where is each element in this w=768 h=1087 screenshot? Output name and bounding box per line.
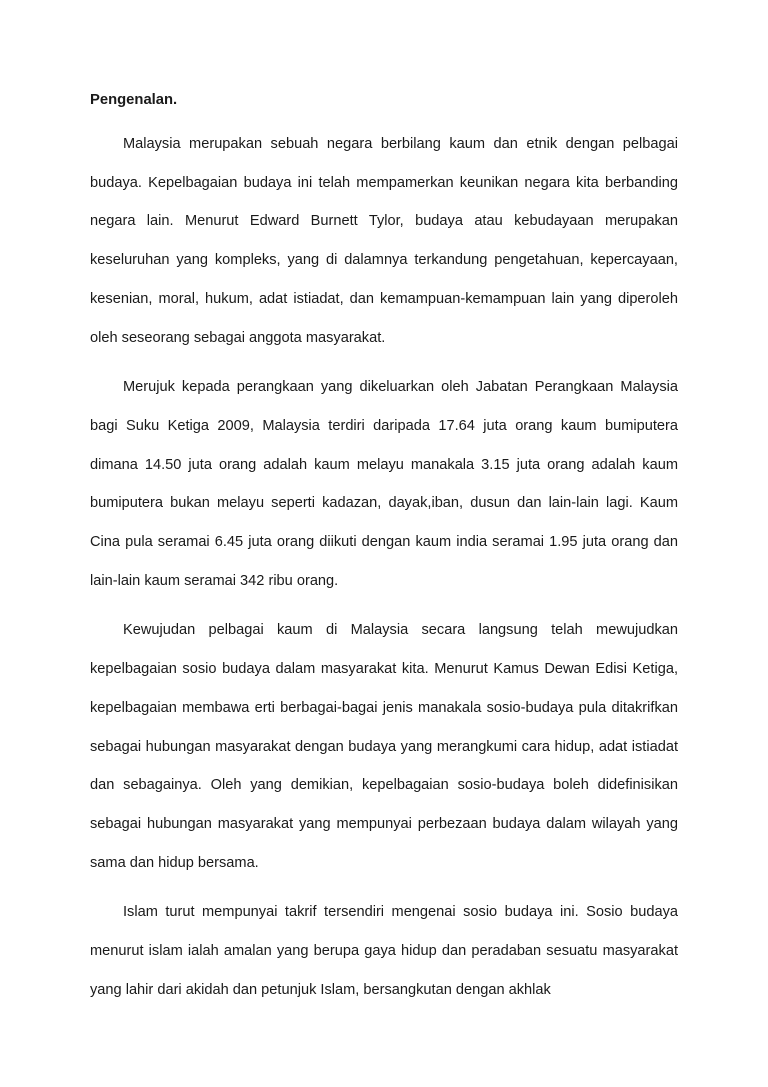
paragraph-socio-cultural-diversity: Kewujudan pelbagai kaum di Malaysia secara langsung telah mewujudkan kepelbagaian sosio budaya dalam masyarakat kita. Menurut Kamus Dewan Edisi Ketiga, kepelbagaian membawa erti berbagai-bagai jenis manakala sosio-budaya pula ditakrifkan sebagai hubungan masyarakat dengan budaya yang merangkumi cara hidup, adat istiadat dan sebagainya. Oleh yang demikian, kepelbagaian sosio-budaya boleh didefinisikan sebagai hubungan masyarakat yang mempunyai perbezaan budaya dalam wilayah yang sama dan hidup bersama. xyxy=(90,622,678,871)
paragraph-population-statistics: Merujuk kepada perangkaan yang dikeluarkan oleh Jabatan Perangkaan Malaysia bagi Suku Ketiga 2009, Malaysia terdiri daripada 17.64 juta orang kaum bumiputera dimana 14.50 juta orang adalah kaum melayu manakala 3.15 juta orang adalah kaum bumiputera bukan melayu seperti kadazan, dayak,iban, dusun dan lain-lain lagi. Kaum Cina pula seramai 6.45 juta orang diikuti dengan kaum india seramai 1.95 juta orang dan lain-lain kaum seramai 342 ribu orang. xyxy=(90,379,678,589)
paragraph-introduction: Malaysia merupakan sebuah negara berbilang kaum dan etnik dengan pelbagai budaya. Kepelbagaian budaya ini telah mempamerkan keunikan negara kita berbanding negara lain. Menurut Edward Burnett Tylor, budaya atau kebudayaan merupakan keseluruhan yang kompleks, yang di dalamnya terkandung pengetahuan, kepercayaan, kesenian, moral, hukum, adat istiadat, dan kemampuan-kemampuan lain yang diperoleh oleh seseorang sebagai anggota masyarakat. xyxy=(90,136,678,346)
section-heading: Pengenalan. xyxy=(90,92,178,108)
paragraph-islam-definition: Islam turut mempunyai takrif tersendiri mengenai sosio budaya ini. Sosio budaya menurut islam ialah amalan yang berupa gaya hidup dan peradaban sesuatu masyarakat yang lahir dari akidah dan petunjuk Islam, bersangkutan dengan akhlak xyxy=(90,904,678,998)
document-body xyxy=(90,86,678,1009)
